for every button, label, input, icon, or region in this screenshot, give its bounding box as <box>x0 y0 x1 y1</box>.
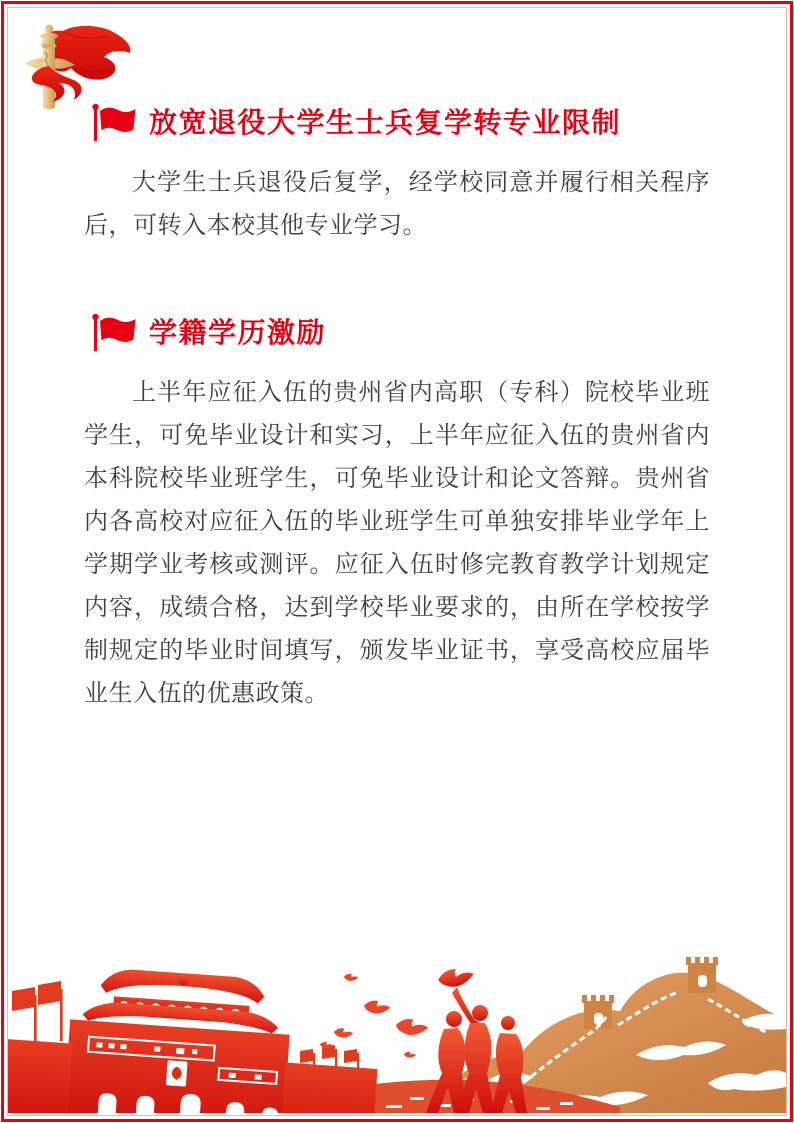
doves-graphic <box>320 974 428 1058</box>
huabiao-flag-emblem-icon <box>13 22 139 112</box>
section-body-text: 大学生士兵退役后复学，经学校同意并履行相关程序后，可转入本校其他专业学习。 <box>84 169 710 239</box>
section-academic-incentive <box>84 311 710 715</box>
section-transfer-major <box>84 101 710 247</box>
left-flags-graphic <box>12 981 63 1047</box>
tiananmen-greatwall-doves-illustration <box>8 955 786 1113</box>
section-heading-row <box>92 101 710 145</box>
tiananmen-graphic <box>8 960 383 1113</box>
section-title: 放宽退役大学生士兵复学转专业限制 <box>149 107 622 138</box>
page-content <box>84 101 710 715</box>
section-body-text: 上半年应征入伍的贵州省内高职（专科）院校毕业班学生，可免毕业设计和实习，上半年应征入伍的贵州省内本科院校毕业班学生，可免毕业设计和论文答辩。贵州省内各高校对应征入伍的毕业班学生可单独安排毕业学年上学期学业考核或测评。应征入伍时修完教育教学计划规定内容，成绩合格，达到学校毕业要求的，由所在学校按学制规定的毕业时间填写，颁发毕业证书，享受高校应届毕业生入伍的优惠政策。 <box>84 379 710 707</box>
section-title: 学籍学历激励 <box>149 317 327 348</box>
bottom-illustration <box>8 955 786 1113</box>
red-flag-icon <box>92 313 136 353</box>
section-heading-row <box>92 311 710 355</box>
